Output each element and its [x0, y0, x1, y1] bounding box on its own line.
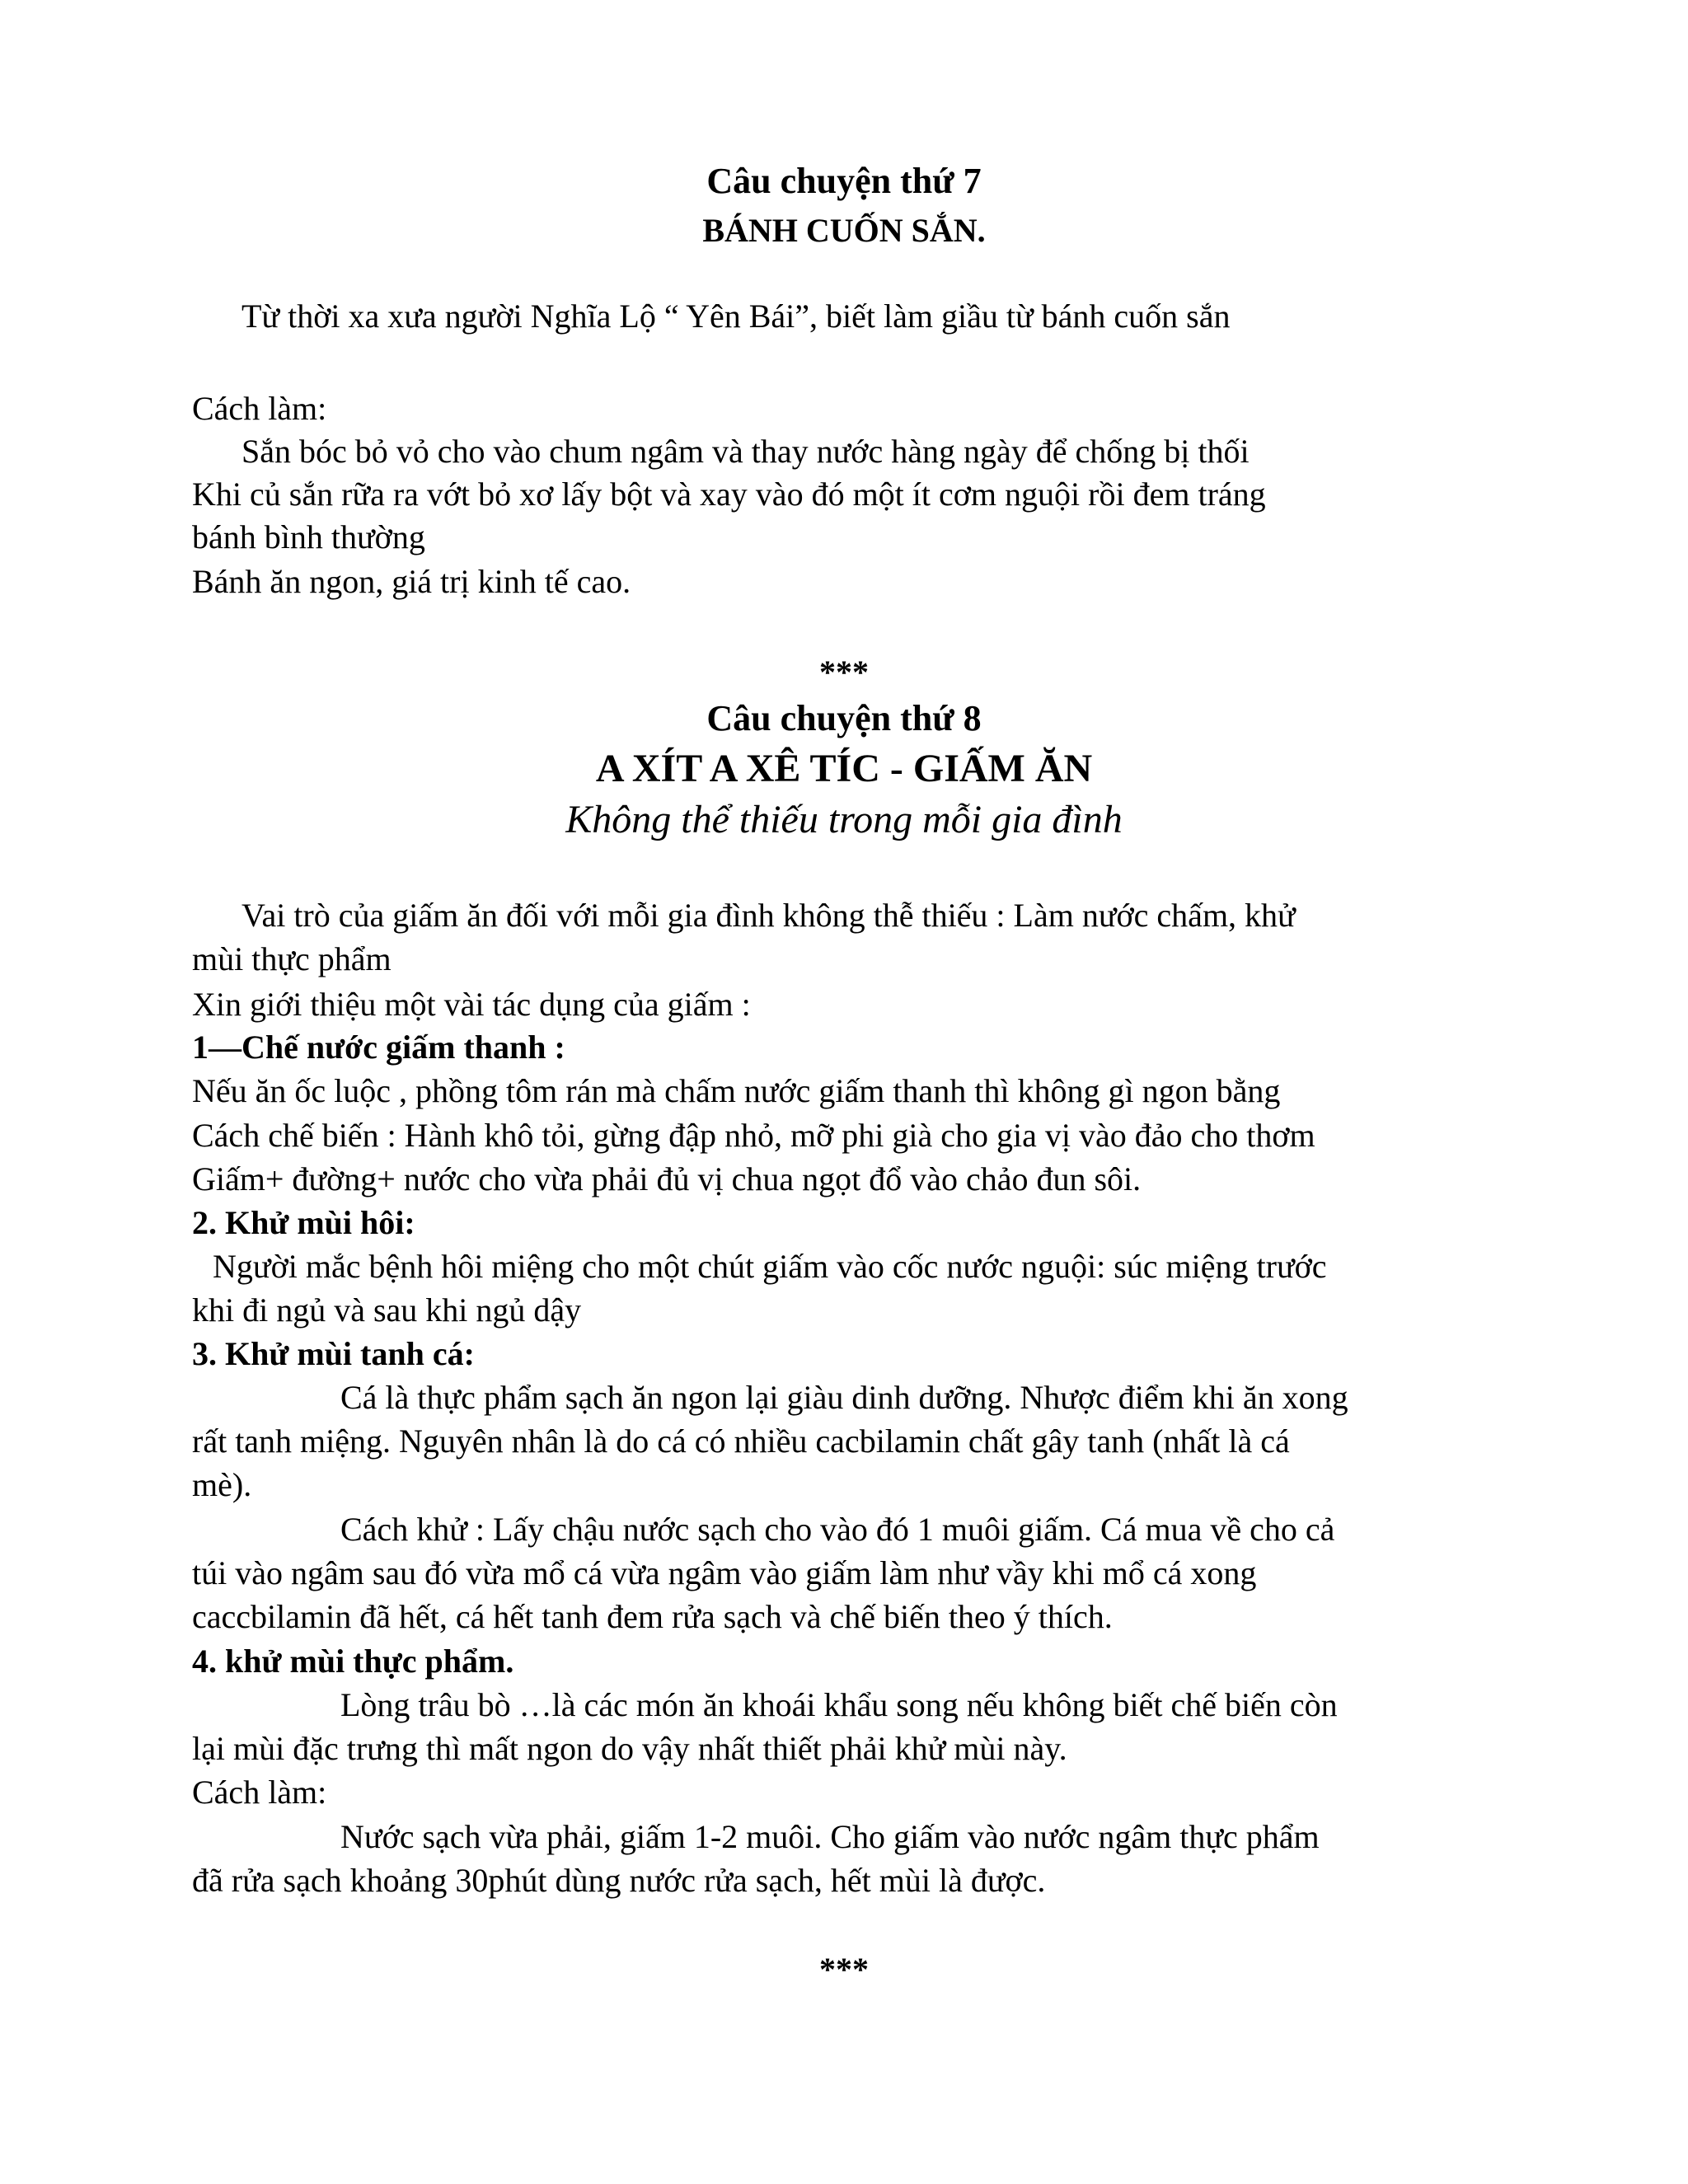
- section-heading: 2. Khử mùi hôi:: [192, 1204, 415, 1241]
- story7-line: Sắn bóc bỏ vỏ cho vào chum ngâm và thay nước hàng ngày để chống bị thối: [241, 433, 1250, 470]
- story7-title: BÁNH CUỐN SẮN.: [702, 212, 986, 249]
- separator: ***: [819, 654, 869, 691]
- section-line: đã rửa sạch khoảng 30phút dùng nước rửa sạch, hết mùi là được.: [192, 1862, 1046, 1899]
- story7-heading: Câu chuyện thứ 7: [706, 161, 982, 201]
- section-line: Lòng trâu bò …là các món ăn khoái khẩu song nếu không biết chế biến còn: [340, 1686, 1338, 1723]
- section-line: Cách chế biến : Hành khô tỏi, gừng đập nhỏ, mỡ phi già cho gia vị vào đảo cho thơm: [192, 1117, 1315, 1154]
- section-line: lại mùi đặc trưng thì mất ngon do vậy nhất thiết phải khử mùi này.: [192, 1730, 1067, 1767]
- story7-line: Khi củ sắn rữa ra vớt bỏ xơ lấy bột và xay vào đó một ít cơm nguội rồi đem tráng: [192, 476, 1266, 513]
- story8-intro-line: Xin giới thiệu một vài tác dụng của giấm :: [192, 986, 751, 1023]
- section-line: Cách làm:: [192, 1774, 327, 1811]
- section-line: caccbilamin đã hết, cá hết tanh đem rửa sạch và chế biến theo ý thích.: [192, 1598, 1113, 1635]
- section-line: mè).: [192, 1466, 252, 1503]
- section-line: Nếu ăn ốc luộc , phồng tôm rán mà chấm nước giấm thanh thì không gì ngon bằng: [192, 1072, 1281, 1109]
- section-line: khi đi ngủ và sau khi ngủ dậy: [192, 1291, 582, 1329]
- section-line: túi vào ngâm sau đó vừa mổ cá vừa ngâm vào giấm làm như vầy khi mổ cá xong: [192, 1554, 1257, 1591]
- story7-line: Bánh ăn ngon, giá trị kinh tế cao.: [192, 563, 631, 600]
- section-line: Cá là thực phẩm sạch ăn ngon lại giàu dinh dưỡng. Nhược điểm khi ăn xong: [340, 1379, 1348, 1416]
- section-heading: 3. Khử mùi tanh cá:: [192, 1335, 475, 1372]
- story7-intro: Từ thời xa xưa người Nghĩa Lộ “ Yên Bái”, biết làm giầu từ bánh cuốn sắn: [241, 298, 1231, 335]
- section-line: rất tanh miệng. Nguyên nhân là do cá có nhiều cacbilamin chất gây tanh (nhất là cá: [192, 1422, 1290, 1460]
- story8-heading: Câu chuyện thứ 8: [706, 698, 982, 738]
- section-line: Nước sạch vừa phải, giấm 1-2 muôi. Cho giấm vào nước ngâm thực phẩm: [340, 1818, 1320, 1855]
- section-heading: 1—Chế nước giấm thanh :: [192, 1029, 565, 1066]
- story8-intro-line: Vai trò của giấm ăn đối với mỗi gia đình không thễ thiếu : Làm nước chấm, khử: [241, 897, 1296, 934]
- story8-subtitle: Không thể thiếu trong mỗi gia đình: [565, 798, 1123, 841]
- story7-line: bánh bình thường: [192, 518, 425, 555]
- story8-title: A XÍT A XÊ TÍC - GIẤM ĂN: [595, 747, 1093, 790]
- separator: ***: [819, 1951, 869, 1988]
- section-heading: 4. khử mùi thực phẩm.: [192, 1643, 514, 1680]
- story7-method-label: Cách làm:: [192, 390, 327, 427]
- story8-intro-line: mùi thực phẩm: [192, 940, 392, 977]
- section-line: Cách khử : Lấy chậu nước sạch cho vào đó 1 muôi giấm. Cá mua về cho cả: [340, 1511, 1335, 1548]
- section-line: Giấm+ đường+ nước cho vừa phải đủ vị chua ngọt đổ vào chảo đun sôi.: [192, 1160, 1142, 1197]
- section-line: Người mắc bệnh hôi miệng cho một chút giấm vào cốc nước nguội: súc miệng trước: [213, 1248, 1327, 1285]
